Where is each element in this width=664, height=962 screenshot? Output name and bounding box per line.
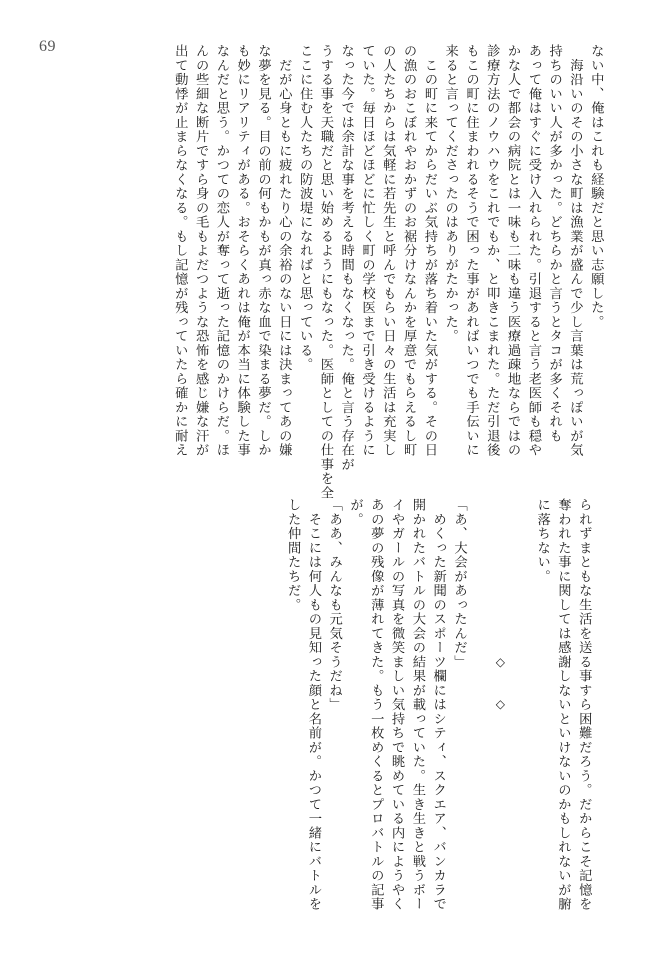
text-column <box>282 498 303 612</box>
text-column <box>419 44 440 457</box>
text-line: んの些細な断片ですら身の毛もよだつような恐怖を感じ嫌な汗が <box>193 44 209 458</box>
text-column <box>523 44 544 457</box>
text-line: 来ると言ってくださったのはありがたかった。 <box>442 44 458 344</box>
text-line: ここに住む人たちの防波堤になればと思っている。 <box>297 44 313 372</box>
text-column <box>552 498 573 911</box>
text-line: に落ちない。 <box>534 498 550 584</box>
text-column <box>585 44 606 329</box>
text-line: な夢を見る。目の前の何もかもが真っ赤な血で染まる夢だ。しか <box>255 44 271 458</box>
text-line: ない中、俺はこれも経験だと思い志願した。 <box>588 44 604 329</box>
text-column <box>428 498 449 911</box>
text-line: られずまともな生活を送る事すら困難だろう。だからこそ記憶を <box>576 498 592 912</box>
text-column <box>273 44 294 457</box>
text-column <box>377 44 398 457</box>
text-line: 奪われた事に関しては感謝しないといけないのかもしれないが腑 <box>555 498 571 912</box>
text-line: も妙にリアリティがある。おそらくあれは俺が本当に体験した事 <box>234 44 250 458</box>
text-line: 開かれたバトルの大会の結果が載っていた。生き生きと戦うボー <box>409 498 425 912</box>
text-column <box>532 498 553 584</box>
text-line: この町に来てからだいぶ気持ちが落ち着いた気がする。その日 <box>421 44 437 458</box>
text-column <box>573 498 594 911</box>
text-line: 海沿いのその小さな町は漁業が盛んで少し言葉は荒っぽいが気 <box>567 44 583 458</box>
text-column <box>502 44 523 457</box>
text-column <box>303 498 324 911</box>
text-column <box>211 44 232 457</box>
section-break-mark: ◇ ◇ <box>493 655 508 719</box>
section-break <box>490 498 511 719</box>
text-block-lower <box>282 498 594 912</box>
text-column <box>481 44 502 457</box>
text-column <box>190 44 211 457</box>
text-line: めくった新聞のスポーツ欄にはシティ、スクエア、バンカラで <box>430 498 446 912</box>
text-line: ていた。毎日ほどほどに忙しく町の学校医まで引き受けるように <box>359 44 375 458</box>
text-line: 「あ、大会があったんだ」 <box>451 498 467 669</box>
text-line: あの夢の残像が薄れてきた。もう一枚めくるとプロバトルの記事 <box>368 498 384 912</box>
text-line: 「ああ、みんなも元気そうだね」 <box>326 498 342 712</box>
text-line: 出て動悸が止まらなくなる。もし記憶が残っていたら確かに耐え <box>172 44 188 458</box>
text-line: なんだと思う。かつての恋人が奪って逝った記憶のかけらだ。ほ <box>213 44 229 458</box>
text-column <box>336 44 357 472</box>
text-column <box>252 44 273 457</box>
text-column <box>460 44 481 457</box>
text-line: イやガールの写真を微笑ましい気持ちで眺めている内にようやく <box>389 498 405 912</box>
text-line: うする事を天職だと思い始めるようにもなった。医師としての仕事を全 <box>317 44 333 500</box>
text-line: の漁のおこぼれやおかずのお裾分けなんかを厚意でもらえるし町 <box>401 44 417 458</box>
text-line: の人たちからは気軽に若先生と呼んでもらい日々の生活は充実し <box>380 44 396 458</box>
text-column <box>564 44 585 457</box>
text-line: 診療方法のノウハウをこれでもか、と叩きこまれた。ただ引退後 <box>484 44 500 458</box>
text-line: あって俺はすぐに受け入れられた。引退すると言う老医師も穏や <box>525 44 541 458</box>
text-column <box>344 498 365 527</box>
page-number: 69 <box>39 38 56 55</box>
text-column <box>544 44 565 443</box>
text-line: かな人で都会の病院とは一味も二味も違う医療過疎地ならではの <box>505 44 521 458</box>
text-column <box>407 498 428 911</box>
text-line: だが心身ともに疲れたり心の余裕のない日には決まってあの嫌 <box>276 44 292 458</box>
text-column <box>365 498 386 911</box>
text-column <box>386 498 407 911</box>
text-column <box>398 44 419 457</box>
text-column <box>356 44 377 457</box>
text-column <box>169 44 190 457</box>
text-block-upper <box>169 44 606 500</box>
text-line: なった今では余計な事を考える時間もなくなった。俺と言う存在が <box>338 44 354 472</box>
text-column <box>448 498 469 669</box>
text-column <box>324 498 345 712</box>
text-line: もこの町に住まわれるそうで困った事があればいつでも手伝いに <box>463 44 479 458</box>
text-line: が。 <box>347 498 363 527</box>
text-line: そこには何人もの見知った顔と名前が。かつて一緒にバトルを <box>305 498 321 912</box>
text-line: 持ちのいい人が多かった。どちらかと言うとタコが多くそれも <box>546 44 562 443</box>
text-column <box>440 44 461 343</box>
text-column <box>315 44 336 500</box>
text-line: した仲間たちだ。 <box>285 498 301 612</box>
text-column <box>232 44 253 457</box>
text-column <box>294 44 315 372</box>
